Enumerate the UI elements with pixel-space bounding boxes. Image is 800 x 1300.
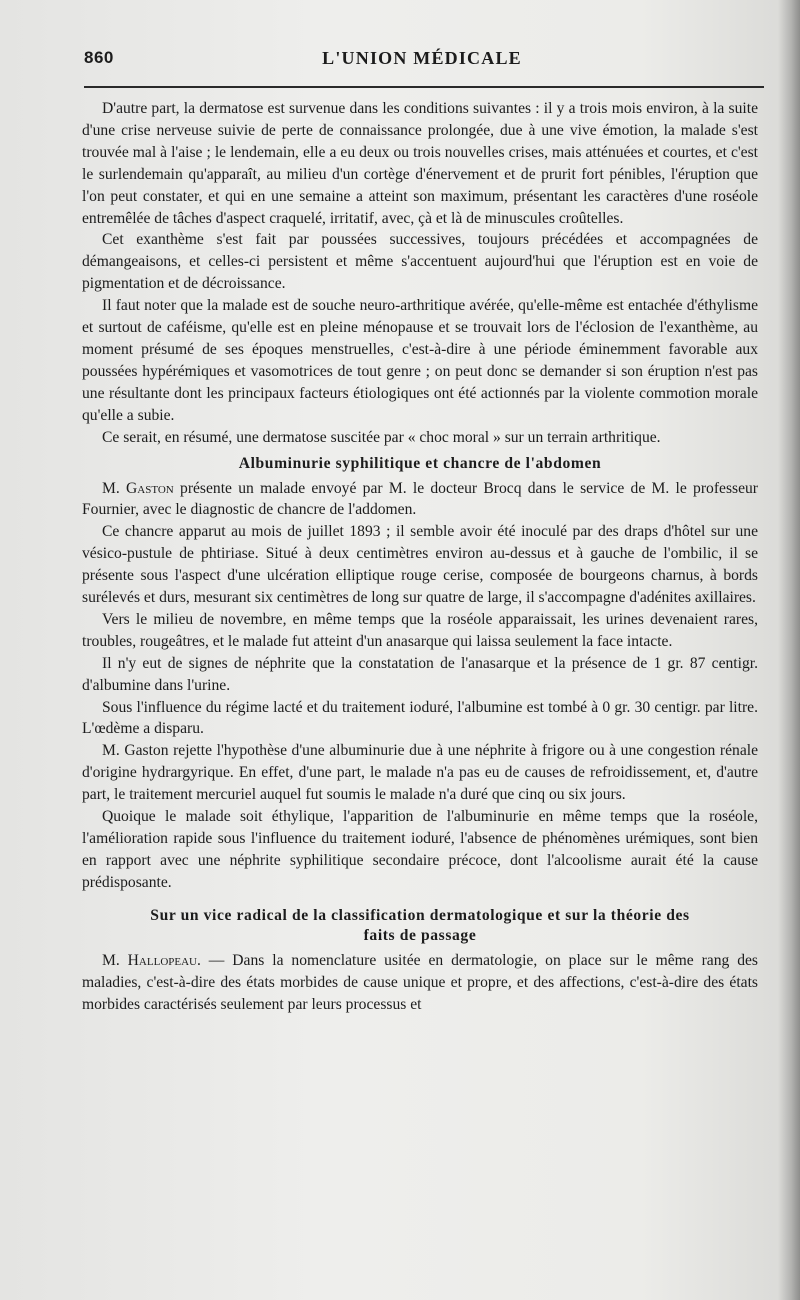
paragraph: Ce serait, en résumé, une dermatose suscitée par « choc moral » sur un terrain arthritique. <box>102 428 661 446</box>
page-header <box>84 48 760 84</box>
section-title-line: Sur un vice radical de la classification dermatologique et sur la théorie des <box>150 906 690 924</box>
paragraph: Sous l'influence du régime lacté et du traitement ioduré, l'albumine est tombé à 0 gr. 30 centigr. par litre. L'œdème a disparu. <box>82 698 758 738</box>
paragraph: Il n'y eut de signes de néphrite que la constatation de l'anasarque et la présence de 1 gr. 87 centigr. d'albumine dans l'urine. <box>82 654 758 694</box>
page-number: 860 <box>84 48 114 67</box>
paragraph: Vers le milieu de novembre, en même temps que la roséole apparaissait, les urines devenaient rares, troubles, rougeâtres, et le malade fut atteint d'un anasarque qui laissa seulement la face intacte. <box>82 610 758 650</box>
paragraph: Ce chancre apparut au mois de juillet 1893 ; il semble avoir été inoculé par des draps d'hôtel sur une vésico-pustule de phtiriase. Situé à deux centimètres environ au-dessus et à gauche de l'ombilic, il se présente sous l'aspect d'une ulcération elliptique rouge cerise, composée de bourgeons charnus, à bords surélevés et durs, mesurant six centimètres de long sur quatre de large, il s'accompagne d'adénites axillaires. <box>82 523 758 607</box>
paragraph: Il faut noter que la malade est de souche neuro-arthritique avérée, qu'elle-même est entachée d'éthylisme et surtout de caféisme, qu'elle est en pleine ménopause et se trouvait lors de l'éclosion de l'exanthème, au moment présumé de ses époques menstruelles, c'est-à-dire à une période éminemment favorable aux poussées hypérémiques et vasomotrices de tout genre ; on peut donc se demander si son éruption n'est pas une résultante dont les principaux facteurs étiologiques ont été actionnés par la violente commotion morale qu'elle a subie. <box>82 297 758 424</box>
paragraph: D'autre part, la dermatose est survenue dans les conditions suivantes : il y a trois mois environ, à la suite d'une crise nerveuse suivie de perte de connaissance prolongée, due à une vive émotion, la malade s'est trouvée mal à l'aise ; le lendemain, elle a eu deux ou trois nouvelles crises, mais atténuées et courtes, et c'est le surlendemain qu'apparaît, au milieu d'un cortège d'énervement et de prurit fort pénibles, l'éruption que l'on peut constater, et qui en une semaine a atteint son maximum, présentant les caractères d'une roséole entremêlée de tâches d'aspect craquelé, irritatif, avec, çà et là de minuscules croûtelles. <box>82 100 758 227</box>
section-title: Albuminurie syphilitique et chancre de l'abdomen <box>238 454 602 472</box>
paragraph: Quoique le malade soit éthylique, l'apparition de l'albuminurie en même temps que la roséole, l'amélioration rapide sous l'influence du traitement ioduré, l'absence de phénomènes urémiques, sont bien en rapport avec une néphrite syphilitique secondaire précoce, dont l'alcoolisme aurait été la cause prédisposante. <box>82 808 758 891</box>
speaker-name: M. Gaston <box>102 479 174 497</box>
article-body <box>82 98 758 1015</box>
section-title <box>82 906 758 946</box>
header-rule <box>84 86 764 88</box>
paragraph: Cet exanthème s'est fait par poussées successives, toujours précédées et accompagnées de démangeaisons, et celles-ci persistent et même s'accentuent aujourd'hui que l'éruption est en voie de pigmentation et de décroissance. <box>82 231 758 293</box>
paragraph-text: — Dans la nomenclature usitée en dermatologie, on place sur le même rang des maladies, c'est-à-dire des états morbides de cause unique et propre, et des affections, c'est-à-dire des états morbides caractérisés seulement par leurs processus et <box>82 951 758 1013</box>
paragraph-text: présente un malade envoyé par M. le docteur Brocq dans le service de M. le professeur Fournier, avec le diagnostic de chancre de l'addomen. <box>82 479 758 519</box>
running-head: L'UNION MÉDICALE <box>322 48 522 68</box>
paragraph: M. Gaston rejette l'hypothèse d'une albuminurie due à une néphrite à frigore ou à une congestion rénale d'origine hydrargyrique. En effet, d'une part, le malade n'a pas eu de causes de refroidissement, et, d'autre part, le traitement mercuriel auquel fut soumis le malade n'a duré que cinq ou six jours. <box>82 742 758 804</box>
page-edge-shadow <box>778 0 800 1300</box>
speaker-name: M. Hallopeau. <box>102 951 201 969</box>
section-title-line: faits de passage <box>363 926 477 944</box>
paragraph <box>82 478 758 522</box>
paragraph <box>82 950 758 1016</box>
